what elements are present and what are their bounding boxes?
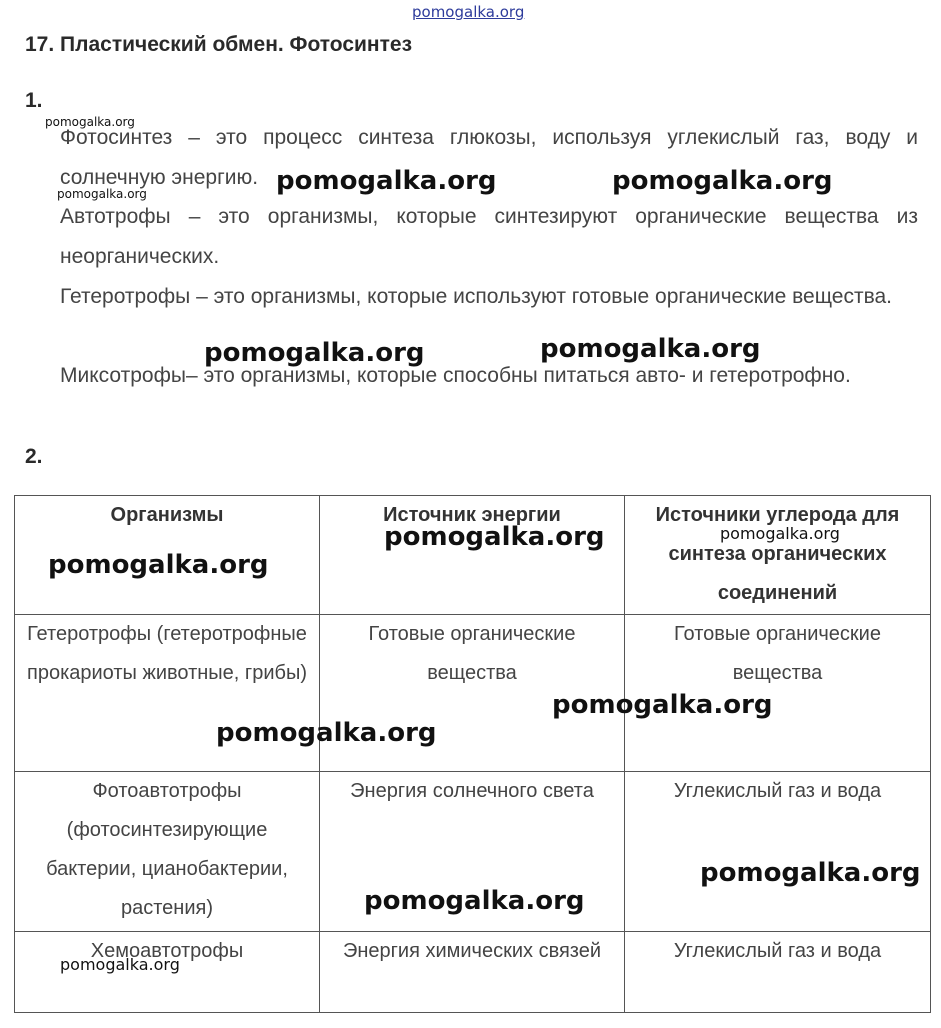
watermark: pomogalka.org	[45, 115, 135, 129]
header-organisms: Организмы	[15, 496, 320, 615]
watermark: pomogalka.org	[364, 886, 585, 916]
watermark: pomogalka.org	[384, 522, 605, 552]
watermark: pomogalka.org	[540, 334, 761, 364]
watermark: pomogalka.org	[57, 187, 147, 201]
header-carbon-source: Источники углерода для синтеза органических соединений	[625, 496, 931, 615]
table-cell: Энергия химических связей	[320, 932, 625, 1013]
table-cell: Гетеротрофы (гетеротрофные прокариоты животные, грибы)	[15, 615, 320, 772]
watermark: pomogalka.org	[612, 166, 833, 196]
table-cell: Энергия солнечного света	[320, 772, 625, 932]
watermark: pomogalka.org	[720, 524, 840, 543]
watermark: pomogalka.org	[48, 550, 269, 580]
table-cell: Готовые органические вещества	[625, 615, 931, 772]
table-row	[15, 615, 931, 772]
table-cell: Углекислый газ и вода	[625, 772, 931, 932]
definition-photosynthesis: Фотосинтез – это процесс синтеза глюкозы, используя углекислый газ, воду и солнечную энергию.	[60, 126, 918, 189]
table-cell: Готовые органические вещества	[320, 615, 625, 772]
watermark-link[interactable]: pomogalka.org	[412, 3, 525, 21]
table-cell: Фотоавтотрофы (фотосинтезирующие бактерии, цианобактерии, растения)	[15, 772, 320, 932]
definition-heterotrophs: Гетеротрофы – это организмы, которые используют готовые органические вещества.	[60, 285, 893, 308]
watermark: pomogalka.org	[216, 718, 437, 748]
definition-autotrophs: Автотрофы – это организмы, которые синтезируют органические вещества из неорганических.	[60, 205, 918, 268]
table-cell: Углекислый газ и вода	[625, 932, 931, 1013]
watermark: pomogalka.org	[552, 690, 773, 720]
section-title: 17. Пластический обмен. Фотосинтез	[25, 33, 413, 56]
watermark: pomogalka.org	[276, 166, 497, 196]
task-1-number: 1.	[25, 89, 43, 112]
table-cell: Хемоавтотрофы	[15, 932, 320, 1013]
task-2-number: 2.	[25, 445, 43, 468]
watermark: pomogalka.org	[700, 858, 921, 888]
watermark: pomogalka.org	[60, 955, 180, 974]
watermark: pomogalka.org	[204, 338, 425, 368]
definition-mixotrophs: Миксотрофы– это организмы, которые способны питаться авто- и гетеротрофно.	[60, 364, 851, 387]
header-energy-source: Источник энергии	[320, 496, 625, 615]
